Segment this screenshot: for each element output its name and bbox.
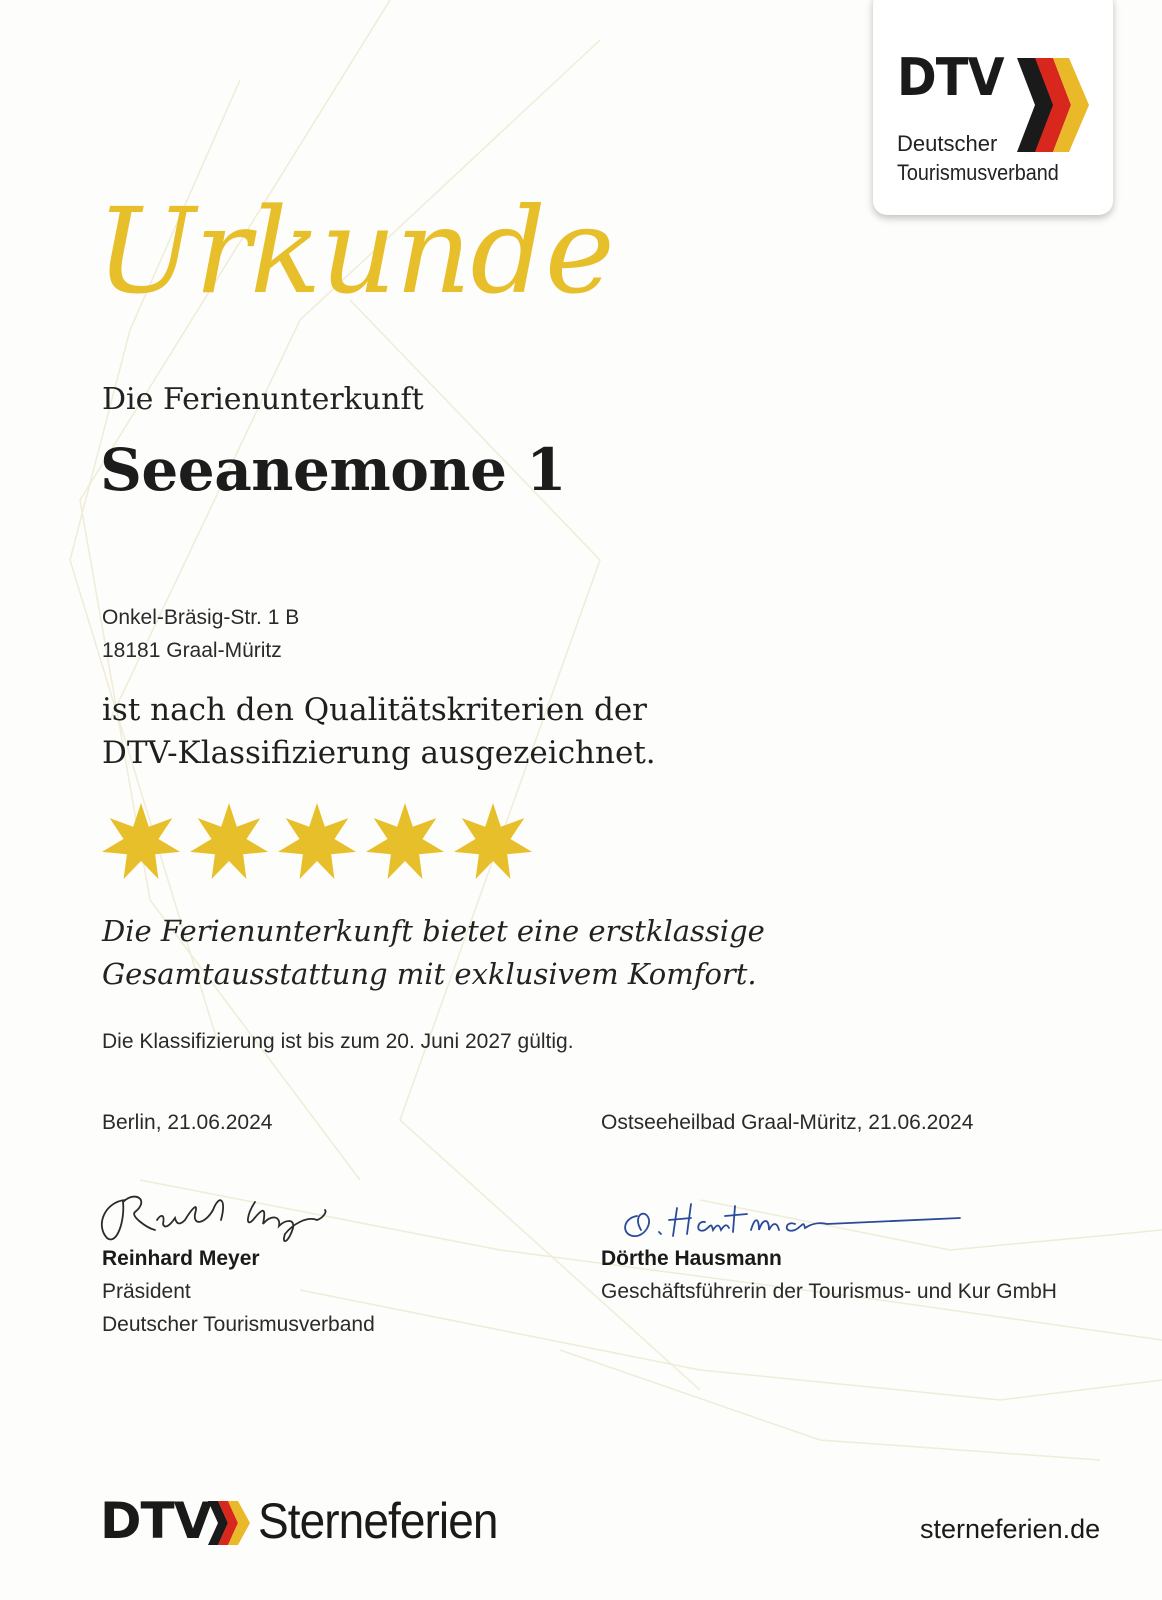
left-signatory-name: Reinhard Meyer [102,1247,260,1270]
star-icon [190,803,268,879]
dtv-chevron-icon [1013,54,1093,156]
right-signatory-role: Geschäftsführerin der Tourismus- und Kur GmbH [601,1280,1057,1303]
dtv-badge [873,0,1113,215]
footer-url: sterneferien.de [920,1514,1101,1544]
star-icon [366,803,444,879]
address-street: Onkel-Bräsig-Str. 1 B [102,606,300,629]
star-rating [100,800,540,886]
left-signatory-role: Präsident [102,1280,191,1303]
criteria-line-2: DTV-Klassifizierung ausgezeichnet. [102,735,656,771]
right-place-date: Ostseeheilbad Graal-Müritz, 21.06.2024 [601,1111,974,1134]
description-line-1: Die Ferienunterkunft bietet eine erstklassige [102,914,765,948]
badge-abbreviation: DTV [897,48,1004,108]
certificate-title: Urkunde [96,182,614,320]
star-icon [278,803,356,879]
badge-line-tourismusverband: Tourismusverband [897,160,1059,185]
right-signatory-name: Dörthe Hausmann [601,1247,782,1270]
property-name: Seeanemone 1 [100,436,567,504]
address-city: 18181 Graal-Müritz [102,639,282,662]
footer-brand-name: Sterneferien [258,1493,498,1549]
star-icon [454,803,532,879]
description-line-2: Gesamtausstattung mit exklusivem Komfort. [102,957,757,991]
criteria-line-1: ist nach den Qualitätskriterien der [102,692,647,728]
validity-text: Die Klassifizierung ist bis zum 20. Juni 2027 gültig. [102,1030,574,1053]
footer-brand-abbreviation: DTV [100,1492,212,1550]
star-icon [102,803,180,879]
left-place-date: Berlin, 21.06.2024 [102,1111,273,1134]
badge-line-deutscher: Deutscher [897,131,998,156]
signature-doerthe-hausmann [615,1190,975,1250]
intro-text: Die Ferienunterkunft [102,382,424,417]
signature-reinhard-meyer [95,1180,345,1250]
left-signatory-organization: Deutscher Tourismusverband [102,1313,375,1336]
footer-chevron-icon [206,1497,254,1549]
